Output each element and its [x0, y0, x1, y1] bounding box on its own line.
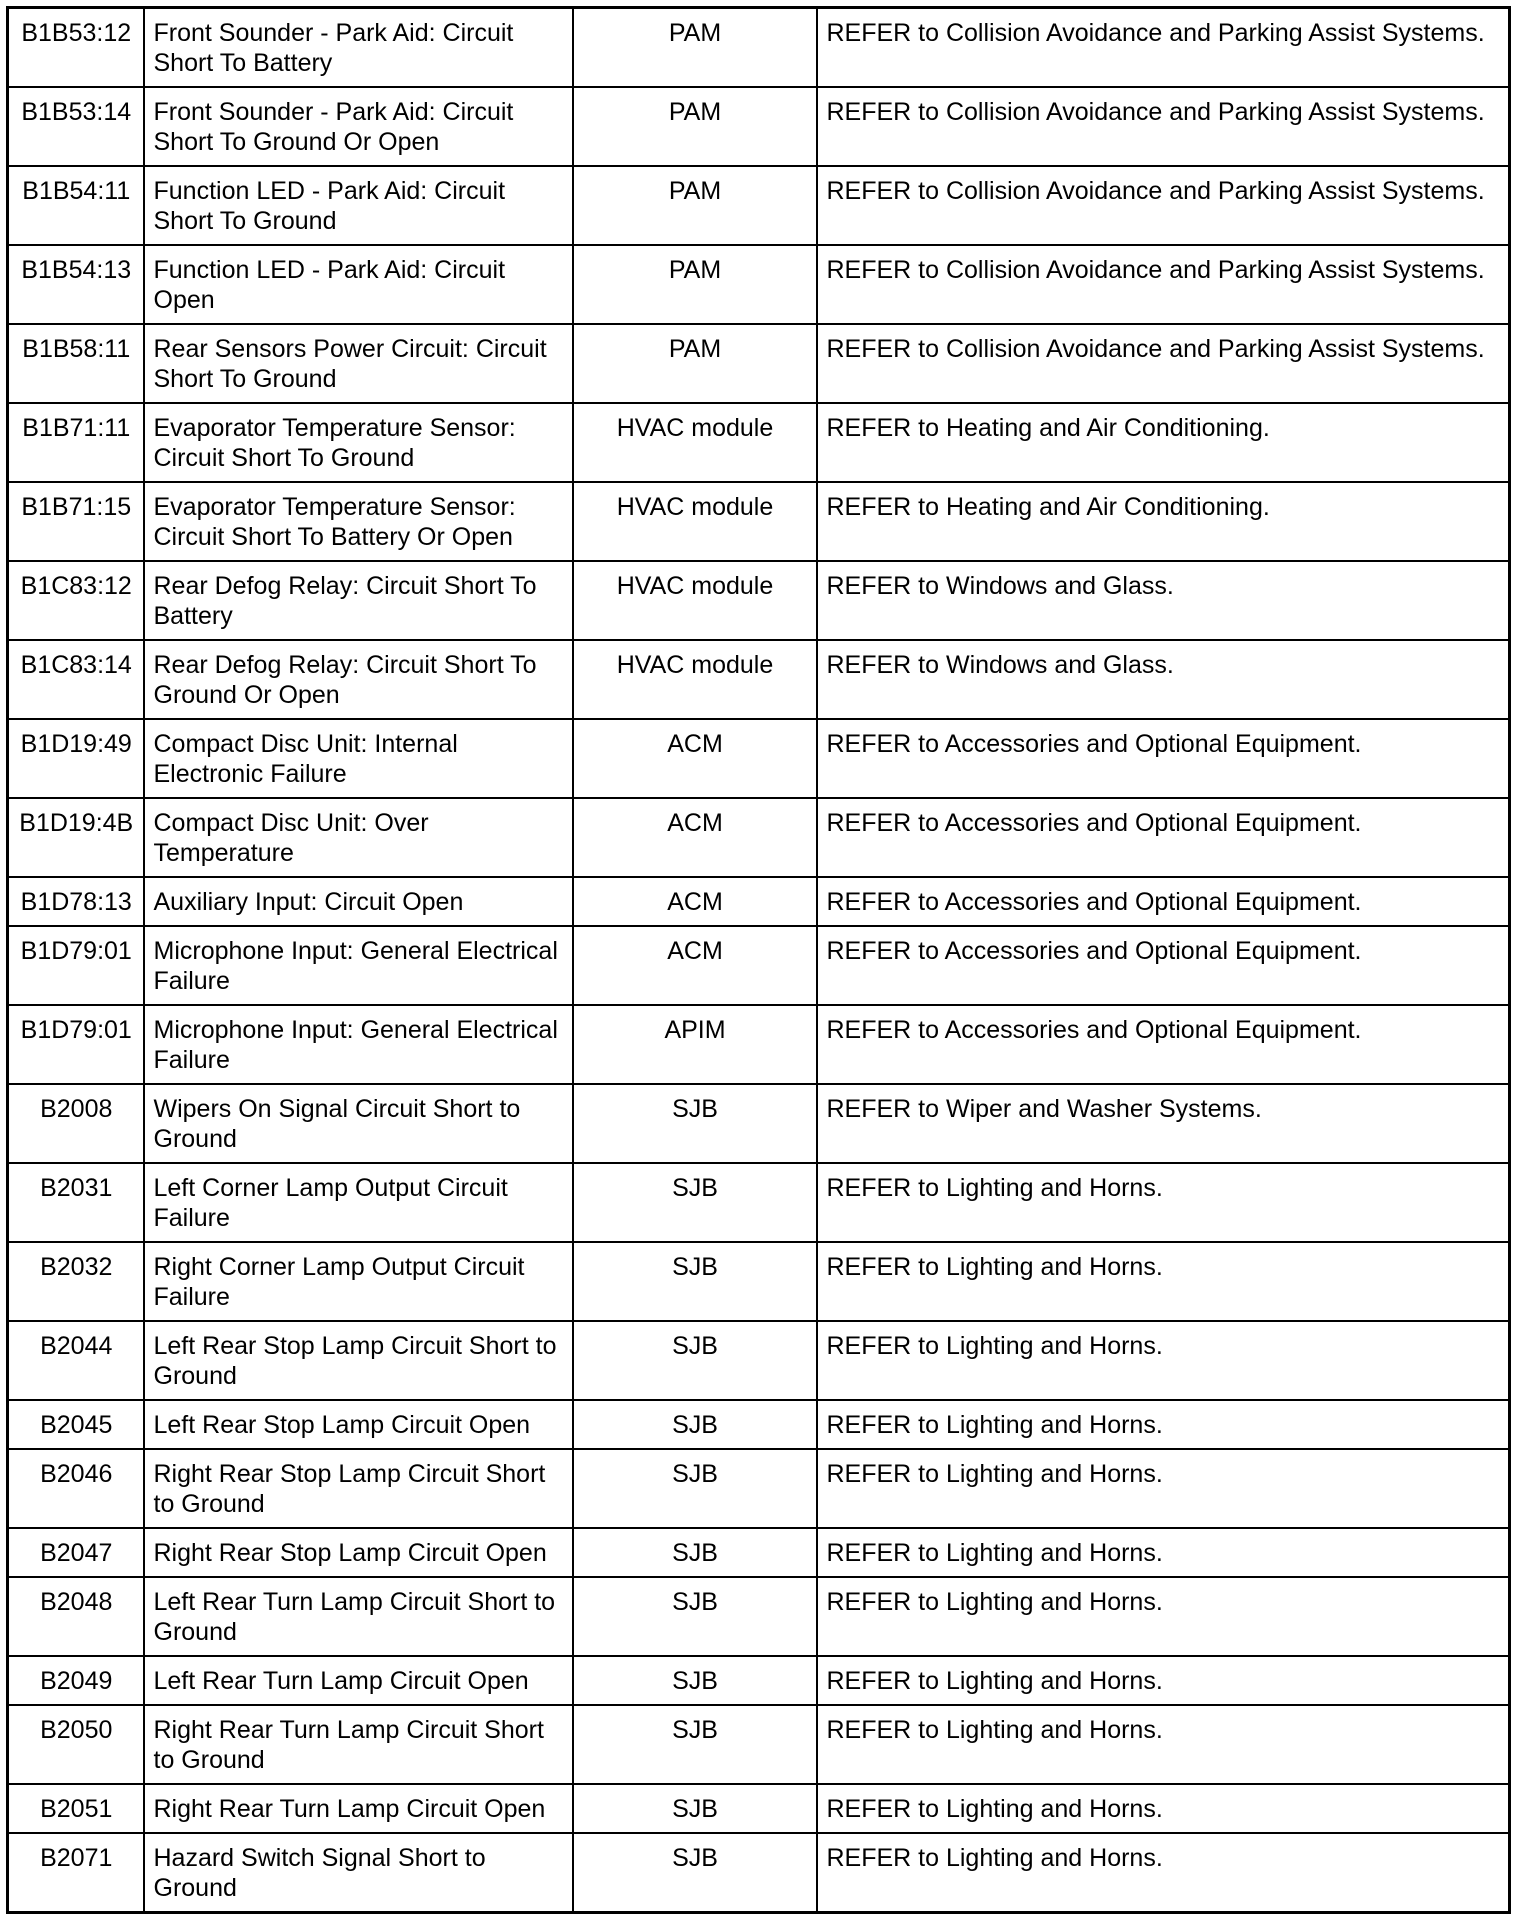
dtc-code-cell: B2031	[8, 1163, 144, 1242]
action-cell: REFER to Accessories and Optional Equipment.	[817, 798, 1510, 877]
module-cell: ACM	[573, 719, 817, 798]
description-cell: Compact Disc Unit: Over Temperature	[144, 798, 573, 877]
action-cell: REFER to Accessories and Optional Equipment.	[817, 1005, 1510, 1084]
action-cell: REFER to Accessories and Optional Equipment.	[817, 926, 1510, 1005]
dtc-code-cell: B2050	[8, 1705, 144, 1784]
action-cell: REFER to Heating and Air Conditioning.	[817, 482, 1510, 561]
description-cell: Right Rear Stop Lamp Circuit Open	[144, 1528, 573, 1577]
table-row	[8, 640, 1510, 719]
description-cell: Rear Sensors Power Circuit: Circuit Short To Ground	[144, 324, 573, 403]
module-cell: HVAC module	[573, 403, 817, 482]
module-cell: ACM	[573, 877, 817, 926]
action-cell: REFER to Collision Avoidance and Parking Assist Systems.	[817, 87, 1510, 166]
description-cell: Wipers On Signal Circuit Short to Ground	[144, 1084, 573, 1163]
description-cell: Evaporator Temperature Sensor: Circuit Short To Battery Or Open	[144, 482, 573, 561]
action-cell: REFER to Lighting and Horns.	[817, 1656, 1510, 1705]
dtc-code-cell: B1B58:11	[8, 324, 144, 403]
module-cell: SJB	[573, 1321, 817, 1400]
table-row	[8, 877, 1510, 926]
module-cell: HVAC module	[573, 482, 817, 561]
description-cell: Front Sounder - Park Aid: Circuit Short To Ground Or Open	[144, 87, 573, 166]
table-row	[8, 926, 1510, 1005]
table-row	[8, 1242, 1510, 1321]
module-cell: SJB	[573, 1784, 817, 1833]
dtc-code-cell: B1B53:14	[8, 87, 144, 166]
dtc-code-cell: B2008	[8, 1084, 144, 1163]
dtc-code-cell: B2032	[8, 1242, 144, 1321]
action-cell: REFER to Collision Avoidance and Parking Assist Systems.	[817, 245, 1510, 324]
action-cell: REFER to Lighting and Horns.	[817, 1528, 1510, 1577]
table-row	[8, 1400, 1510, 1449]
table-row	[8, 1005, 1510, 1084]
action-cell: REFER to Wiper and Washer Systems.	[817, 1084, 1510, 1163]
action-cell: REFER to Lighting and Horns.	[817, 1577, 1510, 1656]
dtc-code-cell: B1D79:01	[8, 926, 144, 1005]
table-row	[8, 8, 1510, 88]
module-cell: SJB	[573, 1163, 817, 1242]
module-cell: APIM	[573, 1005, 817, 1084]
dtc-code-cell: B2047	[8, 1528, 144, 1577]
table-row	[8, 482, 1510, 561]
dtc-code-cell: B2044	[8, 1321, 144, 1400]
module-cell: SJB	[573, 1656, 817, 1705]
action-cell: REFER to Lighting and Horns.	[817, 1400, 1510, 1449]
description-cell: Rear Defog Relay: Circuit Short To Ground Or Open	[144, 640, 573, 719]
module-cell: SJB	[573, 1400, 817, 1449]
table-row	[8, 1577, 1510, 1656]
table-row	[8, 1163, 1510, 1242]
dtc-code-cell: B1C83:12	[8, 561, 144, 640]
action-cell: REFER to Lighting and Horns.	[817, 1449, 1510, 1528]
description-cell: Right Corner Lamp Output Circuit Failure	[144, 1242, 573, 1321]
action-cell: REFER to Lighting and Horns.	[817, 1705, 1510, 1784]
dtc-code-cell: B2051	[8, 1784, 144, 1833]
module-cell: PAM	[573, 245, 817, 324]
dtc-code-cell: B1B53:12	[8, 8, 144, 88]
dtc-code-cell: B1B71:15	[8, 482, 144, 561]
description-cell: Compact Disc Unit: Internal Electronic Failure	[144, 719, 573, 798]
dtc-code-cell: B1B54:11	[8, 166, 144, 245]
action-cell: REFER to Collision Avoidance and Parking Assist Systems.	[817, 8, 1510, 88]
description-cell: Left Rear Turn Lamp Circuit Open	[144, 1656, 573, 1705]
table-row	[8, 166, 1510, 245]
dtc-code-cell: B2046	[8, 1449, 144, 1528]
table-row	[8, 403, 1510, 482]
description-cell: Microphone Input: General Electrical Failure	[144, 1005, 573, 1084]
dtc-code-cell: B1D19:49	[8, 719, 144, 798]
module-cell: ACM	[573, 926, 817, 1005]
description-cell: Left Rear Stop Lamp Circuit Open	[144, 1400, 573, 1449]
dtc-code-cell: B1D79:01	[8, 1005, 144, 1084]
module-cell: SJB	[573, 1242, 817, 1321]
table-row	[8, 1833, 1510, 1913]
module-cell: SJB	[573, 1449, 817, 1528]
table-row	[8, 1784, 1510, 1833]
description-cell: Hazard Switch Signal Short to Ground	[144, 1833, 573, 1913]
dtc-code-cell: B1D19:4B	[8, 798, 144, 877]
module-cell: SJB	[573, 1084, 817, 1163]
action-cell: REFER to Lighting and Horns.	[817, 1833, 1510, 1913]
description-cell: Right Rear Turn Lamp Circuit Open	[144, 1784, 573, 1833]
dtc-code-cell: B2045	[8, 1400, 144, 1449]
description-cell: Left Rear Turn Lamp Circuit Short to Ground	[144, 1577, 573, 1656]
module-cell: SJB	[573, 1833, 817, 1913]
table-row	[8, 1528, 1510, 1577]
action-cell: REFER to Heating and Air Conditioning.	[817, 403, 1510, 482]
description-cell: Auxiliary Input: Circuit Open	[144, 877, 573, 926]
table-row	[8, 87, 1510, 166]
action-cell: REFER to Accessories and Optional Equipment.	[817, 877, 1510, 926]
document-page	[6, 6, 1508, 1914]
table-row	[8, 1084, 1510, 1163]
dtc-code-cell: B1D78:13	[8, 877, 144, 926]
description-cell: Front Sounder - Park Aid: Circuit Short To Battery	[144, 8, 573, 88]
module-cell: HVAC module	[573, 640, 817, 719]
table-row	[8, 798, 1510, 877]
module-cell: PAM	[573, 8, 817, 88]
table-row	[8, 719, 1510, 798]
table-row	[8, 245, 1510, 324]
table-row	[8, 324, 1510, 403]
description-cell: Function LED - Park Aid: Circuit Open	[144, 245, 573, 324]
action-cell: REFER to Lighting and Horns.	[817, 1784, 1510, 1833]
table-row	[8, 1321, 1510, 1400]
action-cell: REFER to Windows and Glass.	[817, 640, 1510, 719]
action-cell: REFER to Lighting and Horns.	[817, 1321, 1510, 1400]
description-cell: Function LED - Park Aid: Circuit Short To Ground	[144, 166, 573, 245]
table-row	[8, 561, 1510, 640]
description-cell: Left Corner Lamp Output Circuit Failure	[144, 1163, 573, 1242]
dtc-code-cell: B1B71:11	[8, 403, 144, 482]
module-cell: ACM	[573, 798, 817, 877]
table-row	[8, 1705, 1510, 1784]
module-cell: SJB	[573, 1705, 817, 1784]
table-row	[8, 1656, 1510, 1705]
module-cell: SJB	[573, 1528, 817, 1577]
dtc-table-body	[8, 8, 1510, 1913]
action-cell: REFER to Lighting and Horns.	[817, 1163, 1510, 1242]
description-cell: Right Rear Turn Lamp Circuit Short to Ground	[144, 1705, 573, 1784]
dtc-table	[6, 6, 1511, 1914]
dtc-code-cell: B1C83:14	[8, 640, 144, 719]
action-cell: REFER to Collision Avoidance and Parking Assist Systems.	[817, 166, 1510, 245]
description-cell: Left Rear Stop Lamp Circuit Short to Ground	[144, 1321, 573, 1400]
description-cell: Right Rear Stop Lamp Circuit Short to Ground	[144, 1449, 573, 1528]
dtc-code-cell: B1B54:13	[8, 245, 144, 324]
action-cell: REFER to Lighting and Horns.	[817, 1242, 1510, 1321]
module-cell: PAM	[573, 87, 817, 166]
module-cell: HVAC module	[573, 561, 817, 640]
module-cell: SJB	[573, 1577, 817, 1656]
dtc-code-cell: B2048	[8, 1577, 144, 1656]
description-cell: Evaporator Temperature Sensor: Circuit Short To Ground	[144, 403, 573, 482]
module-cell: PAM	[573, 324, 817, 403]
table-row	[8, 1449, 1510, 1528]
description-cell: Microphone Input: General Electrical Failure	[144, 926, 573, 1005]
dtc-code-cell: B2049	[8, 1656, 144, 1705]
dtc-code-cell: B2071	[8, 1833, 144, 1913]
module-cell: PAM	[573, 166, 817, 245]
action-cell: REFER to Collision Avoidance and Parking Assist Systems.	[817, 324, 1510, 403]
description-cell: Rear Defog Relay: Circuit Short To Battery	[144, 561, 573, 640]
action-cell: REFER to Accessories and Optional Equipment.	[817, 719, 1510, 798]
action-cell: REFER to Windows and Glass.	[817, 561, 1510, 640]
